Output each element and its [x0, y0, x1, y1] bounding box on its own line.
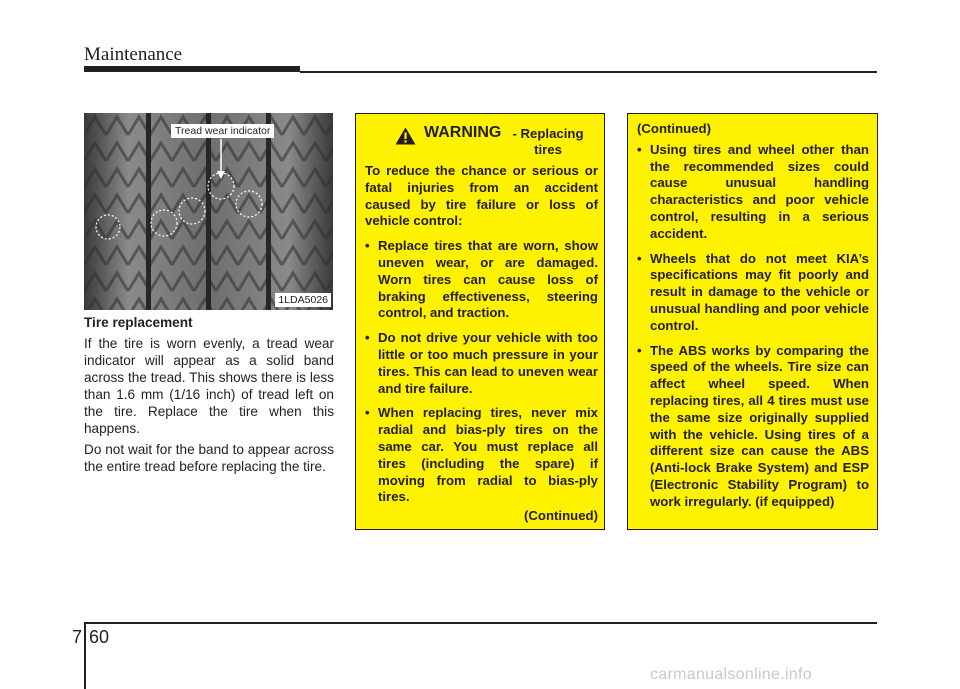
page-number: 60 — [89, 627, 110, 647]
warning-box — [355, 113, 605, 530]
warning-item: • Do not drive your vehicle with too little or too much pressure in your tires. This can lead to uneven wear and tire failure. — [365, 330, 598, 397]
header-rule-thick — [84, 66, 300, 72]
figure-code: 1LDA5026 — [275, 293, 331, 307]
warning-intro: To reduce the chance or serious or fatal injuries from an accident caused by tire failure or loss of vehicle control: — [365, 163, 598, 229]
tread-wear-callout: Tread wear indicator — [171, 124, 274, 138]
tire-replacement-section — [84, 314, 334, 479]
tire-replacement-heading: Tire replacement — [84, 315, 193, 330]
continued-list — [637, 142, 869, 511]
watermark: carmanualsonline.info — [650, 666, 812, 683]
warning-continued: (Continued) — [524, 508, 598, 524]
warning-subtitle: - Replacing tires — [512, 126, 584, 157]
warning-continued-box — [627, 113, 878, 530]
footer-rule — [84, 622, 877, 624]
warning-list — [365, 238, 598, 506]
continued-item: • Wheels that do not meet KIA’s specifications may fit poorly and result in damage to the vehicle or unusual handling and poor vehicle control. — [637, 251, 869, 335]
continued-label: (Continued) — [637, 121, 711, 136]
continued-item: • The ABS works by comparing the speed of the wheels. Tire size can affect wheel speed. When replacing tires, all 4 tires must use the same size originally supplied with the vehicle. Using tires of a different size can cause the ABS (Anti-lock Brake System) and ESP (Electronic Stability Program) to work irregularly. (if equipped) — [637, 343, 869, 511]
chapter-number: 7 — [72, 627, 83, 647]
warning-item: • Replace tires that are worn, show uneven wear, or are damaged. Worn tires can cause loss of braking effectiveness, steering control, and traction. — [365, 238, 598, 322]
warning-item: • When replacing tires, never mix radial and bias-ply tires on the same car. You must replace all tires (including the spare) if moving from radial to bias-ply tires. — [365, 405, 598, 506]
tire-replacement-para-2: Do not wait for the band to appear across the entire tread before replacing the tire. — [84, 442, 334, 474]
warning-triangle-icon — [395, 127, 416, 145]
section-title: Maintenance — [84, 44, 183, 65]
tire-tread-illustration — [84, 113, 333, 310]
header-rule-thin — [300, 71, 877, 73]
tire-replacement-para-1: If the tire is worn evenly, a tread wear indicator will appear as a solid band across the tread. This shows there is less than 1.6 mm (1/16 inch) of tread left on the tire. Replace the tire when this happens. — [84, 336, 334, 436]
continued-item: • Using tires and wheel other than the recommended sizes could cause unusual handling characteristics and poor vehicle control, resulting in a serious accident. — [637, 142, 869, 243]
footer-divider — [84, 622, 86, 689]
warning-label: WARNING — [424, 124, 502, 141]
tire-tread-image — [84, 113, 333, 310]
warning-header — [365, 121, 598, 157]
